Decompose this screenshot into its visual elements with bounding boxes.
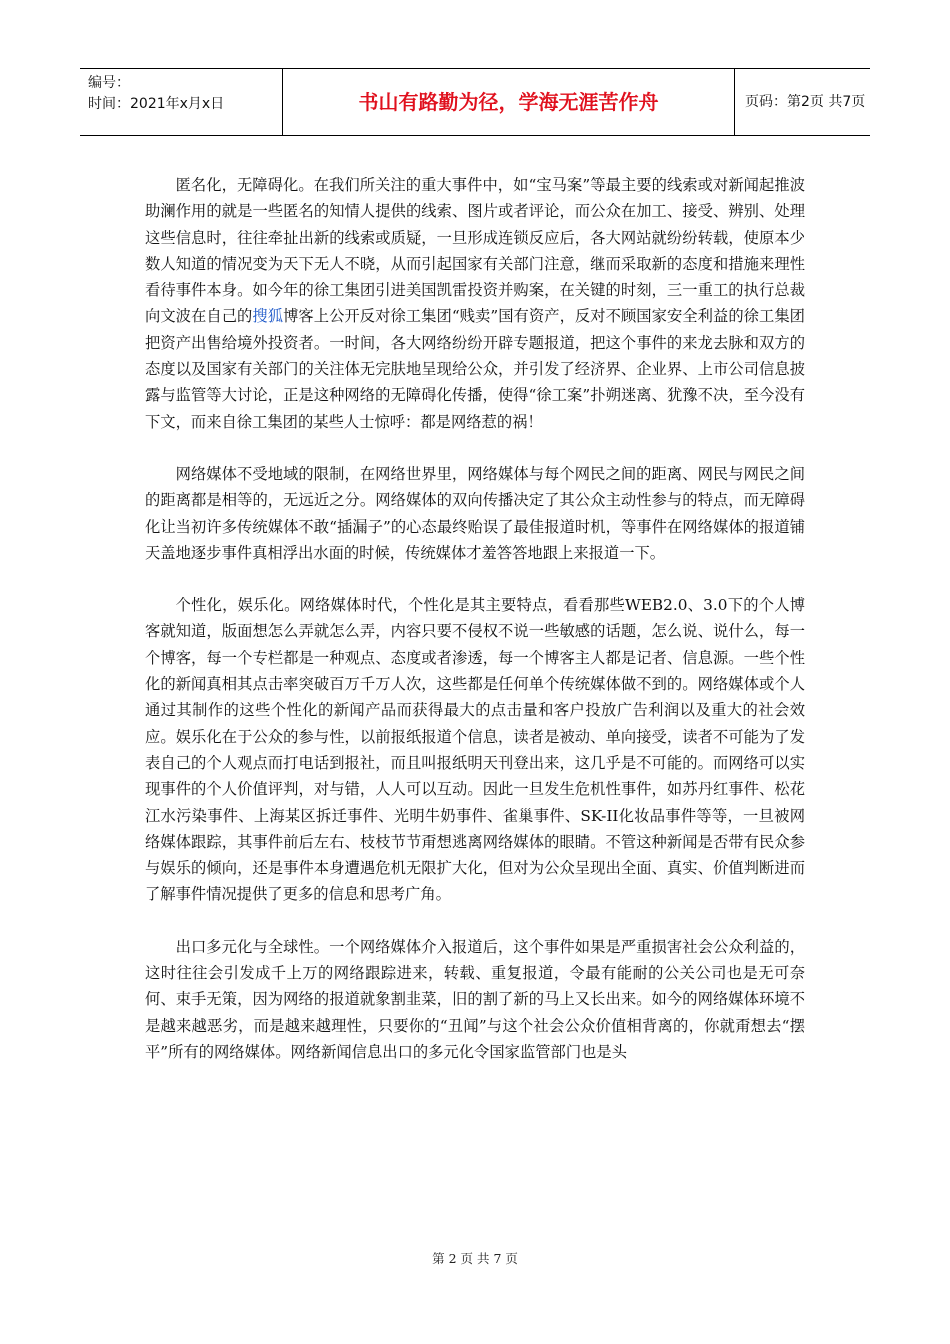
document-body (145, 172, 805, 1091)
document-time-label: 时间：2021年x月x日 (88, 96, 225, 112)
page-footer: 第 2 页 共 7 页 (432, 1251, 518, 1266)
header-page-number: 页码：第2页 共7页 (745, 94, 866, 110)
paragraph-text: 博客上公开反对徐工集团“贱卖”国有资产，反对不顾国家安全利益的徐工集团把资产出售给境外投资者。一时间，各大网络纷纷开辟专题报道，把这个事件的来龙去脉和双方的态度以及国家有关部门的关注体无完肤地呈现给公众，并引发了经济界、企业界、上市公司信息披露与监管等大讨论，正是这种网络的无障碍化传播，使得“徐工案”扑朔迷离、犹豫不决，至今没有下文，而来自徐工集团的某些人士惊呼：都是网络惹的祸！ (145, 307, 805, 431)
paragraph-no-boundary: 网络媒体不受地域的限制，在网络世界里，网络媒体与每个网民之间的距离、网民与网民之间的距离都是相等的，无远近之分。网络媒体的双向传播决定了其公众主动性参与的特点，而无障碍化让当初许多传统媒体不敢“插漏子”的心态最终贻误了最佳报道时机，等事件在网络媒体的报道铺天盖地逐步事件真相浮出水面的时候，传统媒体才羞答答地跟上来报道一下。 (145, 464, 805, 562)
document-number-label: 编号： (88, 75, 130, 91)
paragraph-personalization: 个性化，娱乐化。网络媒体时代，个性化是其主要特点，看看那些WEB2.0、3.0下的个人博客就知道，版面想怎么弄就怎么弄，内容只要不侵权不说一些敏感的话题，怎么说、说什么，每一个博客，每一个专栏都是一种观点、态度或者渗透，每一个博客主人都是记者、信息源。一些个性化的新闻真相其点击率突破百万千万人次，这些都是任何单个传统媒体做不到的。网络媒体或个人通过其制作的这些个性化的新闻产品而获得最大的点击量和客户投放广告利润以及重大的社会效应。娱乐化在于公众的参与性，以前报纸报道个信息，读者是被动、单向接受，读者不可能为了发表自己的个人观点而打电话到报社，而且叫报纸明天刊登出来，这几乎是不可能的。而网络可以实现事件的个人价值评判，对与错，人人可以互动。因此一旦发生危机性事件，如苏丹红事件、松花江水污染事件、上海某区拆迁事件、光明牛奶事件、雀巢事件、SK-II化妆品事件等等，一旦被网络媒体跟踪，其事件前后左右、枝枝节节甭想逃离网络媒体的眼睛。不管这种新闻是否带有民众参与娱乐的倾向，还是事件本身遭遇危机无限扩大化，但对为公众呈现出全面、真实、价值判断进而了解事件情况提供了更多的信息和思考广角。 (145, 596, 805, 904)
header-motto: 书山有路勤为径，学海无涯苦作舟 (283, 69, 735, 135)
sohu-link[interactable]: 搜狐 (252, 307, 284, 326)
page-header (80, 68, 870, 136)
paragraph-anonymity (145, 172, 805, 435)
paragraph-text: 匿名化，无障碍化。在我们所关注的重大事件中，如“宝马案”等最主要的线索或对新闻起推波助澜作用的就是一些匿名的知情人提供的线索、图片或者评论，而公众在加工、接受、辨别、处理这些信息时，往往牵扯出新的线索或质疑，一旦形成连锁反应后，各大网站就纷纷转载，使原本少数人知道的情况变为天下无人不晓，从而引起国家有关部门注意，继而采取新的态度和措施来理性看待事件本身。如今年的徐工集团引进美国凯雷投资并购案，在关键的时刻，三一重工的执行总裁向文波在自己的 (145, 176, 805, 326)
paragraph-globalization: 出口多元化与全球性。一个网络媒体介入报道后，这个事件如果是严重损害社会公众利益的，这时往往会引发成千上万的网络跟踪进来，转载、重复报道，令最有能耐的公关公司也是无可奈何、束手无策，因为网络的报道就象割韭菜，旧的割了新的马上又长出来。如今的网络媒体环境不是越来越恶劣，而是越来越理性，只要你的“丑闻”与这个社会公众价值相背离的，你就甭想去“摆平”所有的网络媒体。网络新闻信息出口的多元化令国家监管部门也是头 (145, 937, 805, 1061)
header-meta (80, 69, 283, 135)
